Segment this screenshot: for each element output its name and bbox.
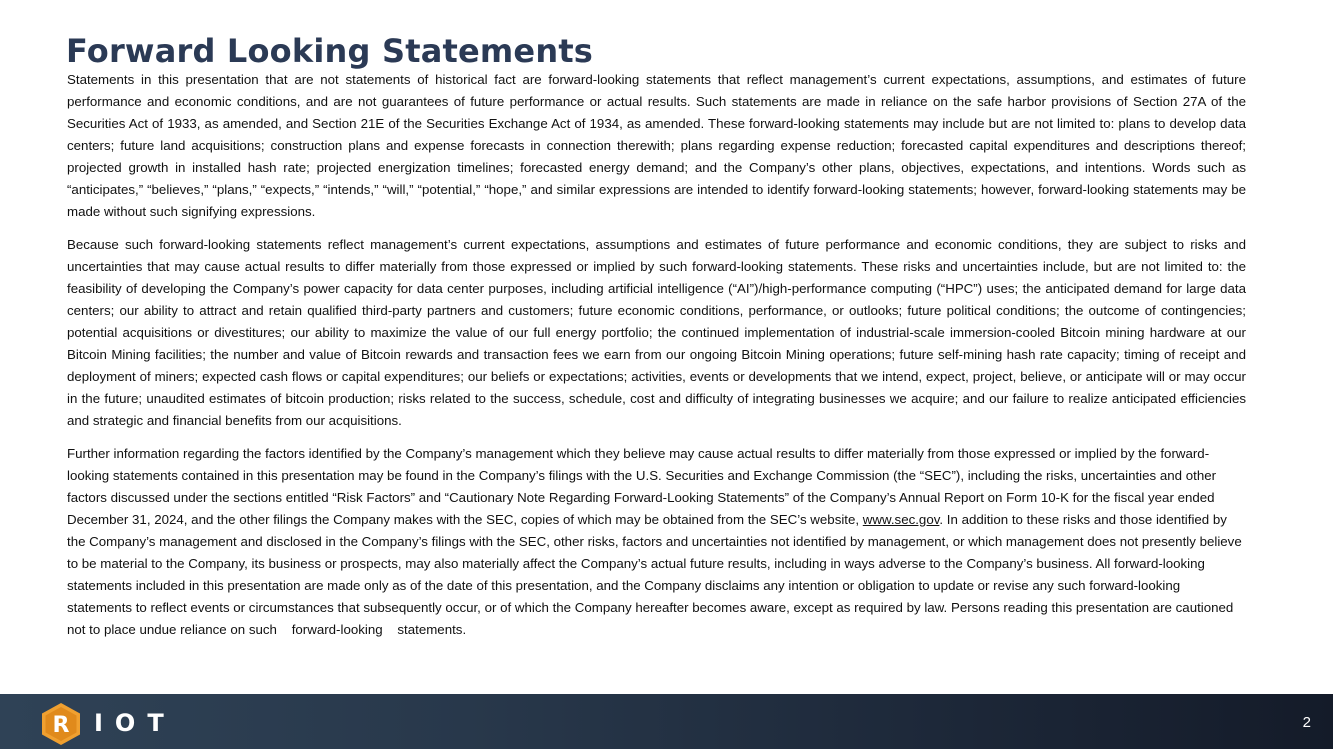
disclaimer-body: [67, 69, 1246, 652]
sec-website-link[interactable]: www.sec.gov: [862, 512, 940, 527]
logo-letter: R: [52, 713, 70, 738]
footer-bar: [0, 694, 1333, 749]
paragraph-2: Because such forward-looking statements reflect management’s current expectations, assumptions and estimates of future performance and economic conditions, they are subject to risks and uncertainties that may cause actual results to differ materially from those expressed or implied by such forward-looking statements. These risks and uncertainties include, but are not limited to: the feasibility of developing the Company’s power capacity for data center purposes, including artificial intelligence (“AI”)/high-performance computing (“HPC”) uses; the anticipated demand for large data centers; our ability to attract and retain qualified third-party partners and customers; future economic conditions, performance, or outlooks; future political conditions; the outcome of contingencies; potential acquisitions or divestitures; our ability to maximize the value of our full energy portfolio; the continued implementation of industrial-scale immersion-cooled Bitcoin mining hardware at our Bitcoin Mining facilities; the number and value of Bitcoin rewards and transaction fees we earn from our ongoing Bitcoin Mining operations; future self-mining hash rate capacity; timing of receipt and deployment of miners; expected cash flows or capital expenditures; our beliefs or expectations; activities, events or developments that we intend, expect, project, believe, or anticipate will or may occur in the future; unaudited estimates of bitcoin production; risks related to the success, schedule, cost and difficulty of integrating businesses we acquire; and our failure to realize anticipated efficiencies and strategic and financial benefits from our acquisitions.: [67, 237, 1246, 428]
paragraph-3: [67, 443, 1246, 641]
riot-logo: [40, 702, 180, 742]
page-number: 2: [1302, 714, 1311, 731]
page-title: Forward Looking Statements: [66, 32, 594, 70]
paragraph-1: Statements in this presentation that are not statements of historical fact are forward-looking statements that reflect management’s current expectations, assumptions, and estimates of future performance and economic conditions, and are not guarantees of future performance or actual results. Such statements are made in reliance on the safe harbor provisions of Section 27A of the Securities Act of 1933, as amended, and Section 21E of the Securities Exchange Act of 1934, as amended. These forward-looking statements may include but are not limited to: plans to develop data centers; future land acquisitions; construction plans and expense forecasts in connection therewith; plans regarding expense reduction; forecasted capital expenditures and descriptions thereof; projected growth in installed hash rate; projected energization timelines; forecasted energy demand; and the Company’s other plans, objectives, expectations, and intentions. Words such as “anticipates,” “believes,” “plans,” “expects,” “intends,” “will,” “potential,” “hope,” and similar expressions are intended to identify forward-looking statements; however, forward-looking statements may be made without such signifying expressions.: [67, 72, 1246, 219]
paragraph-3-text-end: . In addition to these risks and those identified by the Company’s management and disclosed in the Company’s filings with the SEC, other risks, factors and uncertainties not identified by management, or which management does not presently believe to be material to the Company, its business or prospects, may also materially affect the Company’s actual future results, including in ways adverse to the Company’s business. All forward-looking statements included in this presentation are made only as of the date of this presentation, and the Company disclaims any intention or obligation to update or revise any such forward-looking statements to reflect events or circumstances that subsequently occur, or of which the Company hereafter becomes aware, except as required by law. Persons reading this presentation are cautioned not to place undue reliance on such forward-looking statements.: [67, 512, 1246, 637]
riot-hexagon-icon: [40, 702, 82, 746]
paragraph-3-text-start: Further information regarding the factors identified by the Company’s management which they believe may cause actual results to differ materially from those expressed or implied by the forward-looking statements contained in this presentation may be found in the Company’s filings with the U.S. Securities and Exchange Commission (the “SEC”), including the risks, uncertainties and other factors discussed under the sections entitled “Risk Factors” and “Cautionary Note Regarding Forward-Looking Statements” of the Company’s Annual Report on Form 10-K for the fiscal year ended December 31, 2024, and the other filings the Company makes with the SEC, copies of which may be obtained from the SEC’s website,: [67, 446, 1217, 527]
logo-wordmark: IOT: [94, 709, 176, 737]
